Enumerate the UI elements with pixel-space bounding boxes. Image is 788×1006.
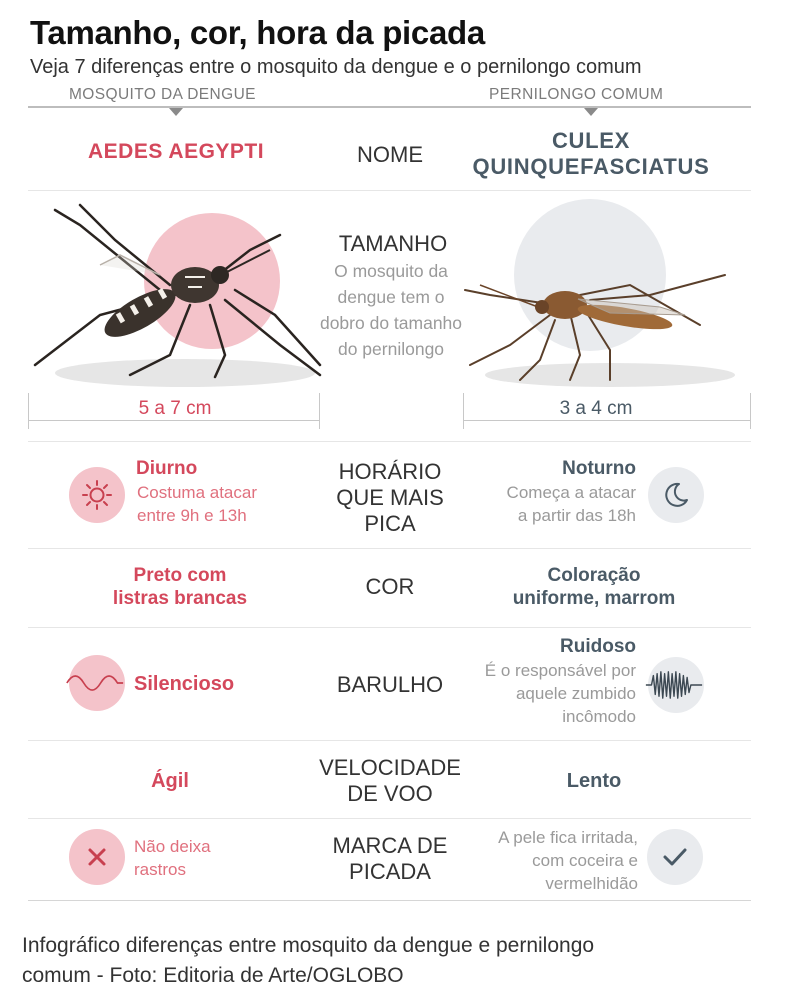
nome-label: NOME bbox=[357, 142, 423, 167]
silencioso-title: Silencioso bbox=[134, 673, 235, 695]
tamanho-description bbox=[300, 258, 482, 362]
noturno-line2: a partir das 18h bbox=[517, 506, 636, 525]
noturno-line1: Começa a atacar bbox=[506, 483, 636, 502]
tamanho-label: TAMANHO bbox=[338, 231, 448, 256]
marca-right-line1: A pele fica irritada, bbox=[498, 828, 638, 847]
row-divider bbox=[28, 740, 751, 741]
culex-name bbox=[466, 128, 716, 180]
left-size-ruler bbox=[28, 420, 320, 421]
aedes-size: 5 a 7 cm bbox=[138, 398, 212, 419]
caption-line1: Infográfico diferenças entre mosquito da dengue e pernilongo bbox=[22, 934, 595, 957]
cor-label: COR bbox=[365, 574, 415, 599]
velocidade-label-line1: VELOCIDADE bbox=[319, 755, 461, 780]
velocidade-label-line2: DE VOO bbox=[347, 781, 433, 806]
header-rule bbox=[28, 106, 751, 108]
left-ruler-tick bbox=[28, 393, 29, 429]
barulho-label: BARULHO bbox=[336, 672, 444, 697]
photo-caption bbox=[22, 931, 762, 991]
diurno-title: Diurno bbox=[136, 458, 198, 479]
culex-size: 3 a 4 cm bbox=[559, 398, 633, 419]
ruidoso-title: Ruidoso bbox=[560, 636, 636, 657]
cor-right bbox=[486, 564, 702, 610]
row-divider bbox=[28, 627, 751, 628]
row-divider bbox=[28, 818, 751, 819]
noturno-title: Noturno bbox=[562, 458, 636, 479]
tamanho-desc-line3: dobro do tamanho bbox=[319, 313, 463, 333]
horario-label-line3: PICA bbox=[364, 511, 416, 536]
right-ruler-tick bbox=[750, 393, 751, 429]
ruidoso-line1: É o responsável por bbox=[484, 661, 636, 680]
horario-left bbox=[132, 457, 282, 527]
marca-label bbox=[315, 833, 465, 885]
check-icon bbox=[647, 829, 703, 885]
left-ruler-tick bbox=[319, 393, 320, 429]
tamanho-desc-line4: do pernilongo bbox=[337, 339, 445, 359]
row-divider bbox=[28, 548, 751, 549]
page-subtitle: Veja 7 diferenças entre o mosquito da dengue e o pernilongo comum bbox=[30, 56, 642, 78]
cor-right-line1: Coloração bbox=[547, 565, 641, 586]
culex-name-line2: QUINQUEFASCIATUS bbox=[472, 154, 710, 179]
horario-label-line2: QUE MAIS bbox=[336, 485, 444, 510]
barulho-right bbox=[460, 635, 650, 728]
x-icon bbox=[69, 829, 125, 885]
aedes-name: AEDES AEGYPTI bbox=[88, 140, 265, 163]
right-column-heading: PERNILONGO COMUM bbox=[489, 86, 664, 103]
agil-text: Ágil bbox=[151, 770, 189, 792]
horario-right bbox=[478, 457, 648, 527]
marca-label-line1: MARCA DE bbox=[332, 833, 448, 858]
row-divider bbox=[28, 900, 751, 901]
diurno-line2: entre 9h e 13h bbox=[137, 506, 247, 525]
caption-line2: comum - Foto: Editoria de Arte/OGLOBO bbox=[22, 964, 404, 987]
culex-name-line1: CULEX bbox=[551, 128, 631, 153]
cor-left bbox=[80, 564, 280, 610]
velocidade-label bbox=[305, 755, 475, 807]
wave-icon bbox=[69, 655, 125, 711]
marca-left bbox=[134, 835, 254, 881]
marca-right-line3: vermelhidão bbox=[545, 874, 638, 893]
moon-icon bbox=[648, 467, 704, 523]
tamanho-desc-line1: O mosquito da bbox=[334, 261, 448, 281]
right-size-ruler bbox=[463, 420, 751, 421]
left-column-heading: MOSQUITO DA DENGUE bbox=[69, 86, 256, 103]
cor-left-line2: listras brancas bbox=[112, 588, 248, 609]
row-divider bbox=[28, 441, 751, 442]
sun-icon bbox=[69, 467, 125, 523]
tamanho-desc-line2: dengue tem o bbox=[337, 287, 445, 307]
marca-label-line2: PICADA bbox=[349, 859, 431, 884]
page-title: Tamanho, cor, hora da picada bbox=[30, 14, 485, 51]
diurno-line1: Costuma atacar bbox=[137, 483, 257, 502]
marca-left-line1: Não deixa bbox=[134, 837, 211, 856]
row-divider bbox=[28, 190, 751, 191]
marca-right-line2: com coceira e bbox=[532, 851, 638, 870]
ruidoso-line2: aquele zumbido bbox=[515, 684, 636, 703]
horario-label bbox=[315, 459, 465, 537]
marca-left-line2: rastros bbox=[134, 860, 186, 879]
horario-label-line1: HORÁRIO bbox=[338, 459, 442, 484]
right-ruler-tick bbox=[463, 393, 464, 429]
right-pointer-icon bbox=[584, 108, 598, 116]
marca-right bbox=[460, 826, 650, 895]
ruidoso-line3: incômodo bbox=[562, 707, 636, 726]
noise-wave-icon bbox=[648, 657, 704, 713]
cor-left-line1: Preto com bbox=[133, 565, 227, 586]
cor-right-line2: uniforme, marrom bbox=[512, 588, 676, 609]
left-pointer-icon bbox=[169, 108, 183, 116]
lento-text: Lento bbox=[566, 770, 622, 792]
